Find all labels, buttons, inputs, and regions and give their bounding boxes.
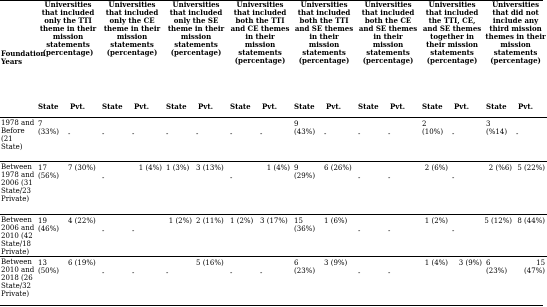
data-cell: 3 (17%) [260,216,288,225]
data-cell: 17 (56%) [38,163,60,180]
data-cell: - [132,129,135,138]
data-cell: - [324,129,327,138]
state-subheader: State [358,101,379,111]
data-cell: - [166,268,169,277]
group-header-tti-only: Universities that included only the TTI theme in their mission statements (percentage) [39,0,97,57]
data-cell: - [516,129,519,138]
data-cell: - [358,129,361,138]
data-cell: 1 (2%) [168,216,193,225]
data-cell: - [358,268,361,277]
group-header-none: Universities that did not include any third mission themes in their mission statements (percentage) [485,0,546,65]
data-cell: - [452,226,455,235]
data-cell: 3 (13%) [196,163,224,172]
foundation-years-header: Foundation Years [1,49,46,67]
data-cell: - [132,226,135,235]
data-cell: - [102,129,105,138]
data-cell: 9 (43%) [294,119,316,136]
data-cell: 19 (46%) [38,216,60,233]
pvt-subheader: Pvt. [198,101,214,111]
data-cell: 15 (36%) [294,216,316,233]
data-cell: - [388,173,391,182]
data-cell: 3 (9%) [458,258,483,267]
table-row [0,117,547,161]
group-header-tti-se: Universities that included both the TTI and SE themes in their mission statements (percentage) [294,0,354,65]
data-cell: 1 (6%) [324,216,348,225]
group-header-tti-ce-se: Universities that included the TTI, CE, and SE themes together in their mission statements (percentage) [422,0,482,65]
row-years-cell: Between 2006 and 2010 (42 State/18 Private) [1,215,35,256]
table-row [0,256,547,306]
data-cell: 15 (47%) [524,258,546,275]
pvt-subheader: Pvt. [262,101,278,111]
data-cell: - [358,173,361,182]
data-cell: - [102,226,105,235]
data-cell: - [166,129,169,138]
group-header-se-only: Universities that included only the SE theme in their mission statements (percentage) [167,0,225,57]
data-cell: 3 (%14) [486,119,508,136]
data-cell: 13 (50%) [38,258,60,275]
data-cell: 6 (23%) [486,258,508,275]
data-cell: - [358,226,361,235]
header-row [0,0,547,96]
data-cell: 3 (9%) [324,258,348,267]
pvt-subheader: Pvt. [390,101,406,111]
pvt-subheader: Pvt. [134,101,150,111]
state-subheader: State [166,101,187,111]
state-subheader: State [102,101,123,111]
data-cell: 2 (%6) [488,163,513,172]
state-subheader: State [486,101,507,111]
pvt-subheader: Pvt. [518,101,534,111]
row-years-cell: Between 2010 and 2018 (26 State/32 Private) [1,257,35,298]
data-cell: 5 (22%) [517,163,546,172]
data-cell: 8 (44%) [517,216,546,225]
data-cell: 6 (26%) [324,163,352,172]
data-cell: 5 (12%) [484,216,513,225]
data-cell: 6 (23%) [294,258,316,275]
data-cell: 1 (3%) [166,163,190,172]
data-cell: - [102,173,105,182]
data-cell: - [230,173,233,182]
pvt-subheader: Pvt. [454,101,470,111]
table-row [0,161,547,214]
group-header-ce-only: Universities that included only the CE theme in their mission statements (percentage) [103,0,161,57]
data-cell: 6 (19%) [68,258,96,267]
group-header-ce-se: Universities that included both the CE and SE themes in their mission statements (percentage) [358,0,418,65]
data-cell: - [102,268,105,277]
table-row [0,214,547,256]
data-cell: - [452,173,455,182]
data-cell: - [388,268,391,277]
state-subheader: State [230,101,251,111]
row-years-cell: 1978 and Before (21 State) [1,118,35,151]
pvt-subheader: Pvt. [70,101,86,111]
data-cell: - [230,129,233,138]
data-cell: 1 (2%) [424,216,449,225]
data-cell: - [132,268,135,277]
data-cell: - [388,226,391,235]
data-cell: 5 (16%) [196,258,224,267]
state-subheader: State [294,101,315,111]
data-cell: 1 (4%) [266,163,291,172]
data-cell: - [260,268,263,277]
data-cell: - [68,129,71,138]
subheader-row [0,96,547,117]
data-cell: 2 (10%) [422,119,444,136]
data-cell: - [388,129,391,138]
data-cell: - [230,268,233,277]
group-header-tti-ce: Universities that included both the TTI and CE themes in their mission statements (percentage) [230,0,290,65]
data-cell: - [260,129,263,138]
pvt-subheader: Pvt. [326,101,342,111]
data-cell: 7 (30%) [68,163,96,172]
data-cell: 2 (11%) [196,216,224,225]
data-cell: - [452,129,455,138]
data-cell: 1 (2%) [230,216,254,225]
state-subheader: State [422,101,443,111]
data-cell: 7 (33%) [38,119,60,136]
data-cell: 9 (29%) [294,163,316,180]
table-bottom-rule [0,305,543,306]
data-cell: 1 (4%) [424,258,449,267]
state-subheader: State [38,101,59,111]
data-cell: 1 (4%) [138,163,163,172]
data-cell: - [196,129,199,138]
data-cell: 4 (22%) [68,216,96,225]
row-years-cell: Between 1978 and 2006 (31 State/23 Private) [1,162,35,203]
data-cell: 2 (6%) [424,163,449,172]
